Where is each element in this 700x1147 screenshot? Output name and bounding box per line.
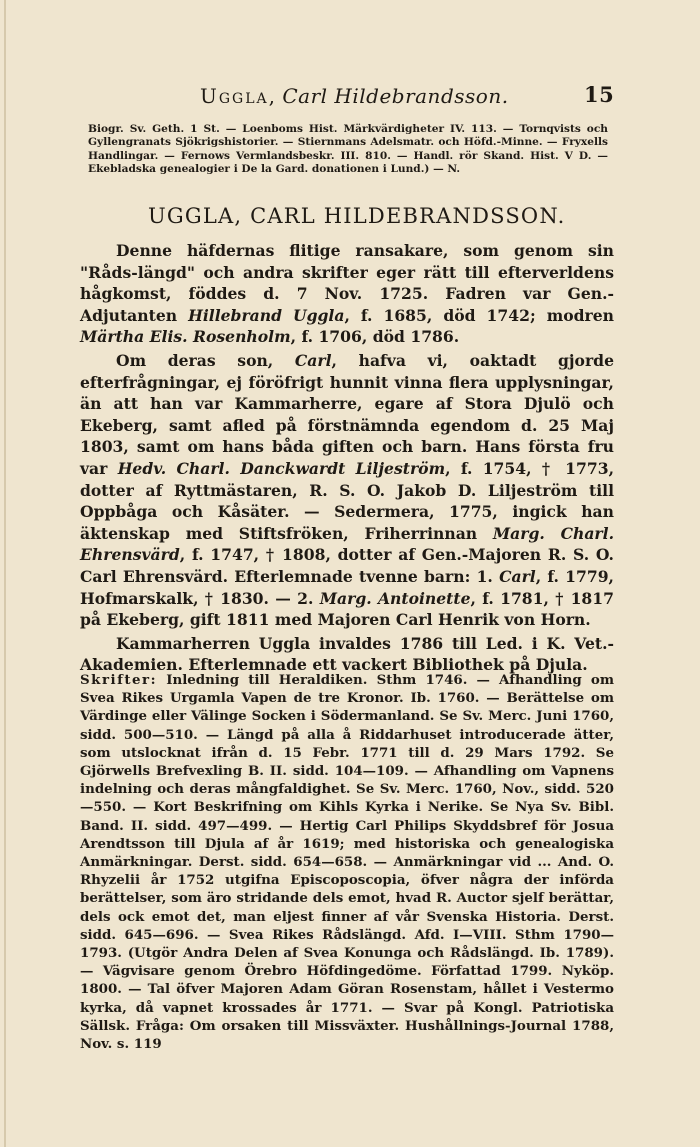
paragraph-birth	[80, 240, 614, 348]
article-title: UGGLA, CARL HILDEBRANDSSON.	[148, 204, 566, 228]
paragraph-family	[80, 350, 614, 631]
works-text: Inledning till Heraldiken. Sthm 1746. — Afhandling om Svea Rikes Urgamla Vapen de tre Kronor. Ib. 1760. — Berättelse om Värdinge eller Välinge Socken i Södermanland. Se Sv. Merc. Juni 1760, sidd. 500—510. — Längd på alla å Riddarhuset introducerade ätter, som utslocknat ifrån d. 15 Febr. 1771 till d. 29 Mars 1792. Se Gjörwells Brefvexling B. II. sidd. 104—109. — Afhandling om Vapnens indelning och deras mångfaldighet. Se Sv. Merc. 1760, Nov., sidd. 520—550. — Kort Beskrifning om Kihls Kyrka i Nerike. Se Nya Sv. Bibl. Band. II. sidd. 497—499. — Hertig Carl Philips Skyddsbref för Josua Arendtsson till Djula af år 1619; med historiska och genealogiska Anmärkningar. Derst. sidd. 654—658. — Anmärkningar vid ... And. O. Rhyzelii år 1752 utgifna Episcoposcopia, öfver några der införda berättelser, som äro stridande dels emot, hvad R. Auctor sjelf berättar, dels ock emot det, man eljest finner af vår Svenska Historia. Derst. sidd. 645—696. — Svea Rikes Rådslängd. Afd. I—VIII. Sthm 1790—1793. (Utgör Andra Delen af Svea Konunga och Rådslängd. Ib. 1789). — Vägvisare genom Örebro Höfdingedöme. Författad 1799. Nyköp. 1800. — Tal öfver Majoren Adam Göran Rosenstam, hållet i Vestermo kyrka, då vapnet krossades år 1771. — Svar på Kongl. Patriotiska Sällsk. Fråga: Om orsaken till Missväxter. Hushållnings-Journal 1788, Nov. s. 119	[80, 672, 614, 1053]
text-run: , f. 1706, död 1786.	[290, 327, 460, 347]
text-run: , hafva vi, oaktadt gjorde efterfrågningar, ej föröfrigt hunnit vinna flera upplysningar, än att han var Kammarherre, egare af Stora Djulö och Ekeberg, samt afled på förstnämnda egendom d. 25 Maj 1803, samt om hans båda giften och barn. Hans första fru var	[80, 350, 614, 478]
text-run: , f. 1754, † 1773, dotter af Ryttmästaren, R. S. O. Jakob D. Liljeström till Oppbåga och Kåsäter. — Sedermera, 1775, ingick han äktenskap med Stiftsfröken, Friherrinnan	[80, 458, 614, 543]
running-head: Uggla, Carl Hildebrandsson.	[200, 84, 509, 108]
text-run: , f. 1685, död 1742; modren	[344, 305, 614, 325]
works-label: Skrifter:	[80, 672, 158, 688]
bibliographic-references: Biogr. Sv. Geth. 1 St. — Loenboms Hist. Märkvärdigheter IV. 113. — Tornqvists och Gyllengranats Sjökrigshistorier. — Stiernmans Adelsmatr. och Höfd.-Minne. — Fryxells Handlingar. — Fernows Vermlandsbeskr. III. 810. — Handl. rör Skand. Hist. V D. — Ekebladska genealogier i De la Gard. donationen i Lund.) — N.	[88, 123, 608, 176]
person-name: Märtha Elis. Rosenholm	[80, 327, 291, 347]
text-run: Om deras son,	[116, 350, 295, 370]
person-name: Hillebrand Uggla	[188, 305, 345, 325]
page-gutter-line	[4, 0, 6, 1147]
works-list	[80, 671, 614, 1053]
person-name: Marg. Charl. Ehrensvärd	[80, 523, 615, 565]
person-name: Marg. Antoinette	[319, 588, 471, 608]
person-name: Carl	[294, 350, 332, 370]
running-head-forename: Carl Hildebrandsson.	[282, 84, 509, 108]
person-name: Hedv. Charl. Danckwardt Liljeström	[117, 458, 446, 478]
person-name: Carl	[499, 566, 536, 586]
text-run: , f. 1747, † 1808, dotter af Gen.-Majoren R. S. O. Carl Ehrensvärd. Efterlemnade tvenne barn: 1.	[80, 545, 614, 586]
text-run: Denne häfdernas flitige ransakare, som genom sin "Råds-längd" och andra skrifter eger rätt till efterverldens hågkomst, föddes d. 7 Nov. 1725. Fadren var Gen.-Adjutanten	[80, 241, 614, 325]
biography-text	[80, 240, 614, 676]
running-head-name: Uggla	[200, 84, 269, 108]
text-run: , f. 1781, † 1817 på Ekeberg, gift 1811 med Majoren Carl Henrik von Horn.	[80, 588, 614, 630]
text-run: , f. 1779, Hofmarskalk, † 1830. — 2.	[80, 566, 614, 608]
paragraph-academy: Kammarherren Uggla invaldes 1786 till Led. i K. Vet.-Akademien. Efterlemnade ett vackert Bibliothek på Djula.	[80, 633, 614, 675]
page-number: 15	[584, 82, 615, 107]
